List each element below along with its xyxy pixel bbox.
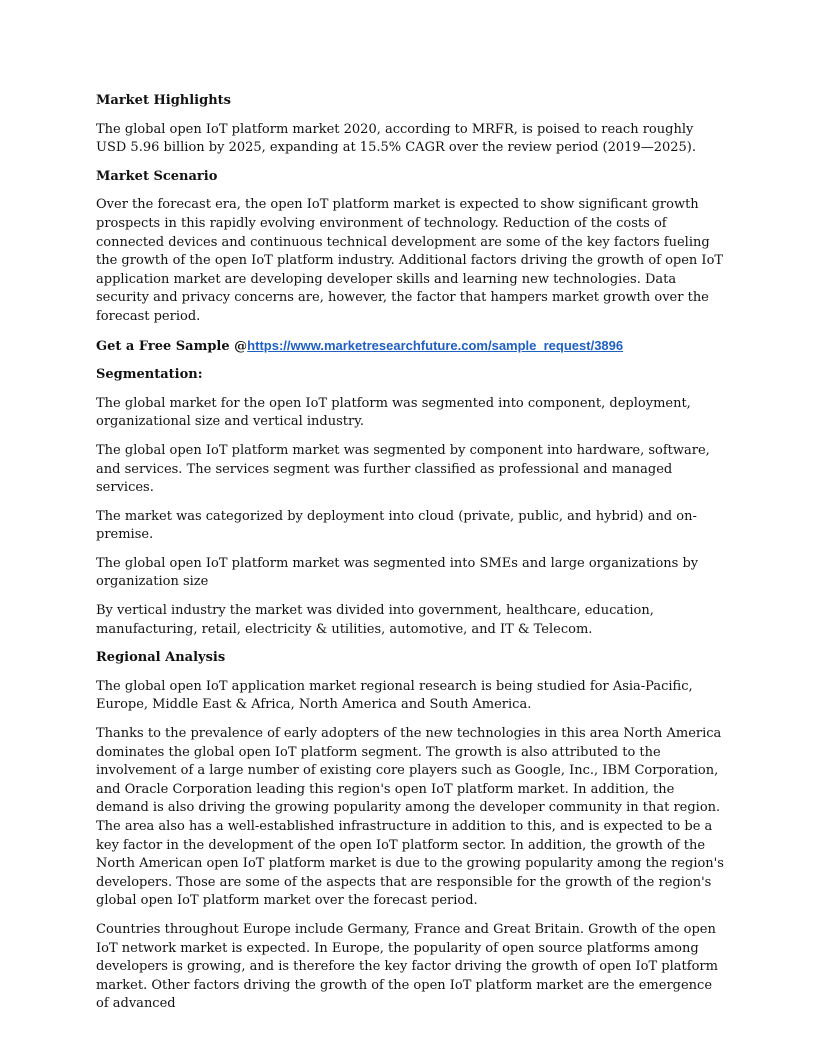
paragraph-segmentation-organization-size: The global open IoT platform market was segmented into SMEs and large organizations by organization size [96, 555, 699, 590]
paragraph-segmentation-component: The global open IoT platform market was segmented by component into hardware, software, and services. The services segment was further classified as professional and managed services. [96, 442, 710, 496]
heading-market-scenario: Market Scenario [96, 168, 218, 184]
heading-market-highlights: Market Highlights [96, 93, 231, 108]
paragraph-segmentation-overview: The global market for the open IoT platform was segmented into component, deployment, organizational size and vertical industry. [96, 395, 691, 430]
paragraph-segmentation-deployment: The market was categorized by deployment into cloud (private, public, and hybrid) and on-premise. [96, 508, 697, 543]
free-sample-line [96, 337, 724, 357]
paragraph-regional-north-america: Thanks to the prevalence of early adopters of the new technologies in this area North America dominates the global open IoT platform segment. The growth is also attributed to the involvement of a large number of existing core players such as Google, Inc., IBM Corporation, and Oracle Corporation leading this region's open IoT platform market. In addition, the demand is also driving the growing popularity among the developer community in that region. The area also has a well-established infrastructure in addition to this, and is expected to be a key factor in the development of the open IoT platform sector. In addition, the growth of the North American open IoT platform market is due to the growing popularity among the region's developers. Those are some of the aspects that are responsible for the growth of the region's global open IoT platform market over the forecast period. [96, 726, 724, 909]
heading-regional-analysis: Regional Analysis [96, 650, 226, 666]
paragraph-market-scenario: Over the forecast era, the open IoT platform market is expected to show significant growth prospects in this rapidly evolving environment of technology. Reduction of the costs of connected devices and continuous technical development are some of the key factors fueling the growth of the open IoT platform industry. Additional factors driving the growth of open IoT application market are developing developer skills and learning new technologies. Data security and privacy concerns are, however, the factor that hampers market growth over the forecast period. [96, 197, 724, 324]
free-sample-label: Get a Free Sample @ [96, 338, 248, 354]
paragraph-market-highlights: The global open IoT platform market 2020, according to MRFR, is poised to reach roughly USD 5.96 billion by 2025, expanding at 15.5% CAGR over the review period (2019—2025). [96, 121, 696, 156]
paragraph-segmentation-vertical: By vertical industry the market was divided into government, healthcare, education, manufacturing, retail, electricity & utilities, automotive, and IT & Telecom. [96, 603, 654, 637]
paragraph-regional-europe: Countries throughout Europe include Germany, France and Great Britain. Growth of the open IoT network market is expected. In Europe, the popularity of open source platforms among developers is growing, and is therefore the key factor driving the growth of open IoT platform market. Other factors driving the growth of the open IoT platform market are the emergence of advanced [96, 921, 718, 1012]
paragraph-regional-overview: The global open IoT application market regional research is being studied for Asia-Pacific, Europe, Middle East & Africa, North America and South America. [96, 678, 693, 713]
free-sample-link[interactable]: https://www.marketresearchfuture.com/sample_request/3896 [247, 337, 624, 353]
heading-segmentation: Segmentation: [96, 367, 203, 383]
document-page [96, 92, 724, 1024]
